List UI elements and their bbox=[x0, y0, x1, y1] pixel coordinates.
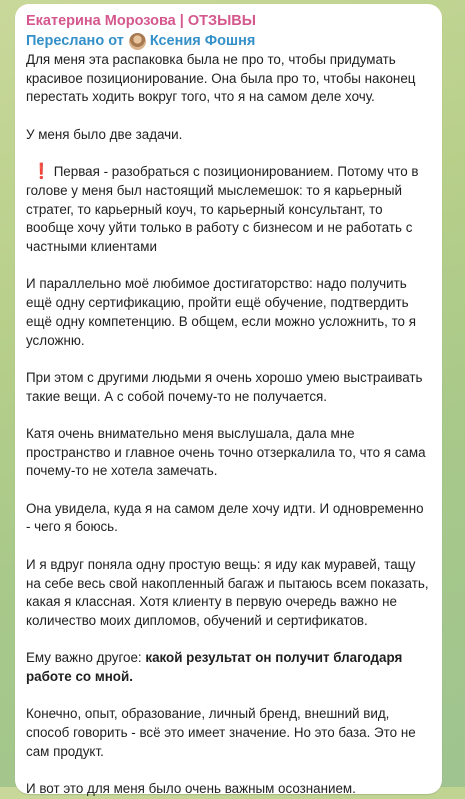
message-paragraph bbox=[26, 163, 430, 257]
message-paragraph: Для меня эта распаковка была не про то, чтобы придумать красивое позиционирование. Она была про то, чтобы наконец перестать ходить вокруг того, что я на самом деле хочу. bbox=[26, 52, 416, 105]
message-text bbox=[26, 51, 430, 799]
message-paragraph: Конечно, опыт, образование, личный бренд, внешний вид, способ говорить - всё это имеет значение. Но это база. Это не сам продукт. bbox=[26, 706, 416, 759]
emphasis-prefix: Ему важно другое: bbox=[26, 650, 146, 666]
message-bubble[interactable] bbox=[15, 4, 442, 797]
message-paragraph: У меня было две задачи. bbox=[26, 126, 183, 142]
forwarded-header[interactable] bbox=[26, 31, 430, 51]
message-paragraph: При этом с другими людьми я очень хорошо умею выстраивать такие вещи. А с собой почему-то не получается. bbox=[26, 369, 423, 404]
message-paragraph: И вот это для меня было очень важным осознанием. bbox=[26, 781, 356, 797]
sender-name[interactable]: Екатерина Морозова | ОТЗЫВЫ bbox=[26, 13, 256, 29]
emphasis-bold: какой результат он получит благодаря работе со мной. bbox=[26, 650, 403, 685]
message-paragraph: И я вдруг поняла одну простую вещь: я иду как муравей, тащу на себе весь свой накопленный багаж и пытаюсь всем показать, какая я классная. Хотя клиенту в первую очередь важно не количество моих дипломов, обучений и сертификатов. bbox=[26, 556, 429, 628]
message-paragraph: И параллельно моё любимое достигаторство: надо получить ещё одну сертификацию, пройти ещё обучение, подтвердить ещё одну компетенцию. В общем, если можно усложнить, то я усложню. bbox=[26, 276, 416, 348]
message-paragraph: Она увидела, куда я на самом деле хочу идти. И одновременно - чего я боюсь. bbox=[26, 500, 424, 535]
red-exclamation-icon: ❗ bbox=[32, 163, 51, 181]
message-paragraph bbox=[26, 649, 430, 686]
forwarded-from-name[interactable]: Ксения Фошня bbox=[149, 33, 256, 49]
forwarded-label: Переслано от bbox=[26, 33, 124, 49]
message-paragraph-text: Первая - разобраться с позиционированием. Потому что в голове у меня был настоящий мыслемешок: то я карьерный стратег, то карьерный коуч, то карьерный консультант, то вообще хочу уйти только в работу с бизнесом и не работать с частными клиентами bbox=[26, 164, 419, 254]
forwarded-avatar[interactable] bbox=[129, 33, 146, 50]
message-paragraph: Катя очень внимательно меня выслушала, дала мне пространство и главное очень точно отзеркалила то, что я сама почему-то не хотела замечать. bbox=[26, 425, 426, 479]
